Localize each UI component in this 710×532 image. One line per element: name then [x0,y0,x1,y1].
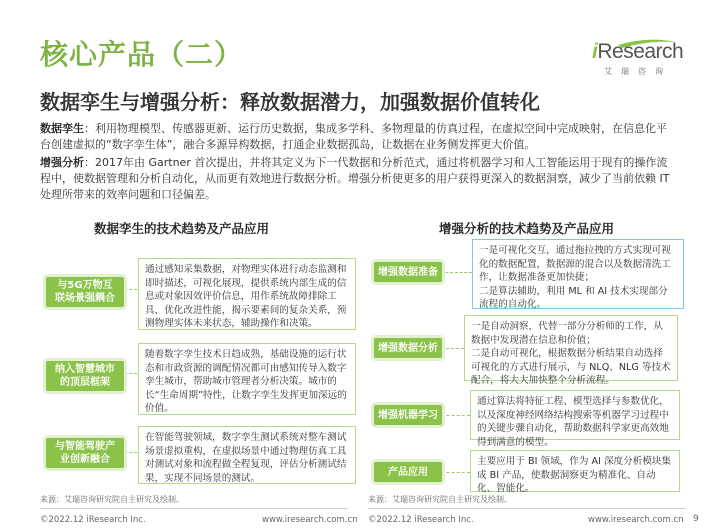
left-section-title: 数据孪生的技术趋势及产品应用 [94,221,270,236]
intro-text-augmented-analytics: ：2017年由 Gartner 首次提出，并将其定义为下一代数据和分析范式，通过将机器学习和人工智能运用于现有的操作流程中，使数据管理和分析自动化，从而更有效地进行数据分析。增强分析使更多的用户获得更深入的数据洞察，减少了当前依赖 IT 处理所带来的效率问题和口径偏差。 [40,156,670,201]
page-subtitle: 数据孪生与增强分析：释放数据潜力，加强数据价值转化 [40,90,540,114]
left-label-5g: 与5G万物互 联场景强耦合 [46,277,124,307]
right-desc-product-app: 主要应用于 BI 领域，作为 AI 深度分析模块集成 BI 产品，使数据洞察更为精准化、自动化、智能化。 [470,450,680,492]
left-label-smart-city: 纳入智慧城市 的顶层框架 [46,361,124,391]
right-desc-data-prep: 一是可视化交互，通过拖拉拽的方式实现可视化的数据配置，数据源的混合以及数据清洗工作，让数据准备更加快捷； 二是算法辅助，利用 ML 和 AI 技术实现部分流程的自动化。 [472,239,684,309]
intro-paragraph-augmented-analytics [40,155,676,203]
logo-subtext: 艾瑞咨询 [604,67,672,76]
intro-paragraph-digital-twin [40,121,676,153]
right-label-data-prep: 增强数据准备 [374,262,442,282]
left-label-autonomous-driving: 与智能驾驶产 业创新融合 [46,438,124,468]
right-footer-divider [368,508,686,509]
left-desc-5g: 通过感知采集数据，对物理实体进行动态监测和即时描述，可视化展现，提供系统内部生成的信息或对象因效评价信息，用作系统故障排除工具，优化改进性能，揭示要素间的复杂关系，预测物理实体未来状态，辅助操作和决策。 [138,258,356,330]
left-desc-autonomous-driving: 在智能驾驶领域，数字孪生测试系统对整车测试场景虚拟重构，在虚拟场景中通过物理仿真工具对测试对象和流程做全程复现，评估分析测试结果，实现不同场景的测试。 [138,426,356,484]
left-source-note: 来源：艾瑞咨询研究院自主研究及绘制。 [40,495,184,504]
logo-brand-text: Research [597,40,684,63]
right-label-ml: 增强机器学习 [374,405,442,425]
right-footer-copyright: ©2022.12 iResearch Inc. [368,515,474,525]
page-title: 核心产品（二） [40,38,244,71]
right-footer-url: www.iresearch.com.cn [588,515,684,525]
right-desc-ml: 通过算法将特征工程、模型选择与参数优化，以及深度神经网络结构搜索等机器学习过程中的关键步骤自动化，帮助数据科学家更高效地得到满意的模型。 [470,390,680,440]
intro-label-augmented-analytics: 增强分析 [40,156,84,169]
iresearch-logo [588,38,684,80]
left-footer-copyright: ©2022.12 iResearch Inc. [40,515,146,525]
left-footer-divider [40,508,348,509]
right-label-product-app: 产品应用 [374,462,442,482]
left-desc-smart-city: 随着数字孪生技术日趋成熟，基础设施的运行状态和市政资源的调配情况都可由感知传导入数字孪生城市，帮助城市管理者分析决策。城市的长“生命周期”特性，让数字孪生发挥更加深远的价值。 [138,343,356,415]
logo-brand-i: i [592,40,598,63]
left-footer-url: www.iresearch.com.cn [262,515,358,525]
right-source-note: 来源：艾瑞咨询研究院自主研究及绘制。 [368,495,512,504]
right-desc-data-analysis: 一是自动洞察，代替一部分分析师的工作，从数据中发现潜在信息和价值； 二是自动可视化，根据数据分析结果自动选择可视化的方式进行展示，与 NLQ、NLG 等技术配合，将大大加快整个分析流程。 [464,315,678,381]
right-section-title: 增强分析的技术趋势及产品应用 [439,221,615,236]
intro-text-digital-twin: ：利用物理模型、传感器更新、运行历史数据，集成多学科、多物理量的仿真过程，在虚拟空间中完成映射，在信息化平台创建虚拟的“数字孪生体”，融合多源异构数据，打通企业数据孤岛，让数据在业务侧发挥更大价值。 [40,122,667,151]
right-label-data-analysis: 增强数据分析 [374,338,442,358]
intro-label-digital-twin: 数据孪生 [40,122,84,135]
page-number: 9 [693,514,699,524]
